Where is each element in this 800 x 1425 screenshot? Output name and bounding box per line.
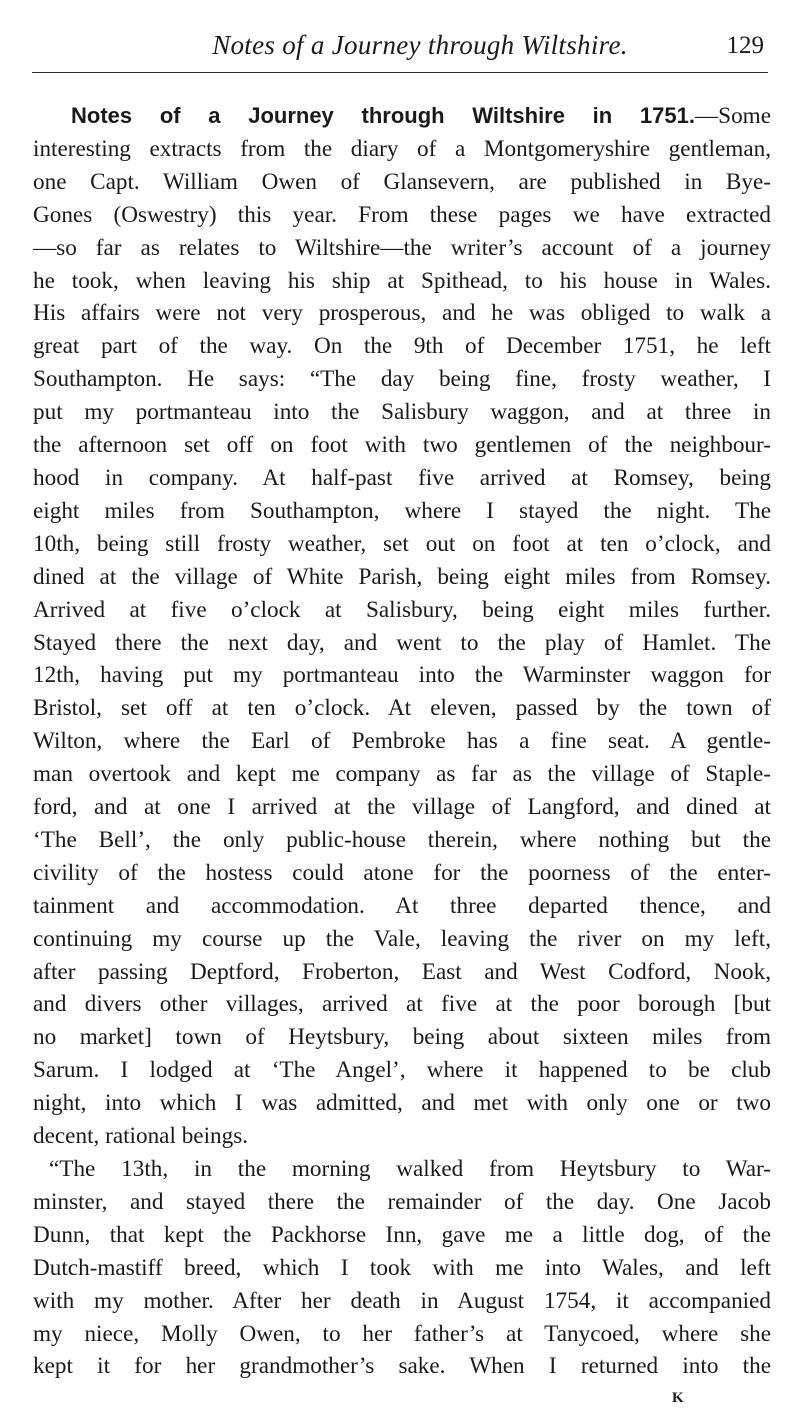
article-line: the afternoon set off on foot with two gentlemen of the neighbour- — [33, 432, 771, 459]
article-line: after passing Deptford, Froberton, East and West Codford, Nook, — [33, 958, 771, 985]
article-line: one Capt. William Owen of Glansevern, are published in Bye- — [33, 168, 771, 195]
article-line: Arrived at five o’clock at Salisbury, being eight miles further. — [33, 596, 771, 623]
article-line-text: —Some — [694, 103, 771, 129]
article-line: ford, and at one I arrived at the village of Langford, and dined at — [33, 794, 771, 821]
article-line: interesting extracts from the diary of a Montgomeryshire gentleman, — [33, 135, 771, 162]
article-line: Sarum. I lodged at ‘The Angel’, where it happened to be club — [33, 1057, 771, 1084]
page-number: 129 — [726, 32, 764, 59]
article-line: Dutch-mastiff breed, which I took with me into Wales, and left — [33, 1254, 771, 1281]
article-line: dined at the village of White Parish, being eight miles from Romsey. — [33, 563, 771, 590]
article-line: eight miles from Southampton, where I stayed the night. The — [33, 497, 771, 524]
article-line: man overtook and kept me company as far as the village of Staple- — [33, 761, 771, 788]
signature-mark: K — [672, 1390, 684, 1406]
article-line: no market] town of Heytsbury, being about sixteen miles from — [33, 1024, 771, 1051]
running-head — [32, 26, 768, 73]
article-line: Southampton. He says: “The day being fine, frosty weather, I — [33, 366, 771, 393]
article-line: continuing my course up the Vale, leaving the river on my left, — [33, 925, 771, 952]
article-line: Gones (Oswestry) this year. From these pages we have extracted — [33, 201, 771, 228]
article-line: he took, when leaving his ship at Spithead, to his house in Wales. — [33, 267, 771, 294]
article-body — [33, 100, 771, 1383]
article-line: with my mother. After her death in August 1754, it accompanied — [33, 1287, 771, 1314]
article-line: Stayed there the next day, and went to the play of Hamlet. The — [33, 629, 771, 656]
article-line: great part of the way. On the 9th of December 1751, he left — [33, 333, 771, 360]
article-line: —so far as relates to Wiltshire—the writer’s account of a journey — [33, 234, 771, 261]
article-line: Bristol, set off at ten o’clock. At eleven, passed by the town of — [33, 695, 771, 722]
article-line: Wilton, where the Earl of Pembroke has a fine seat. A gentle- — [33, 728, 771, 755]
running-title: Notes of a Journey through Wiltshire. — [212, 30, 628, 60]
article-line: minster, and stayed there the remainder of the day. One Jacob — [33, 1188, 771, 1215]
article-line: decent, rational beings. — [33, 1123, 249, 1150]
article-line: and divers other villages, arrived at five at the poor borough [but — [33, 991, 771, 1018]
article-line — [33, 100, 771, 133]
article-line: ‘The Bell’, the only public-house therein, where nothing but the — [33, 826, 771, 853]
article-line: hood in company. At half-past five arrived at Romsey, being — [33, 464, 771, 491]
article-line: “The 13th, in the morning walked from Heytsbury to War- — [49, 1156, 771, 1182]
article-line: 10th, being still frosty weather, set out on foot at ten o’clock, and — [33, 530, 771, 557]
article-line: put my portmanteau into the Salisbury waggon, and at three in — [33, 399, 771, 426]
article-line: His affairs were not very prosperous, and he was obliged to walk a — [33, 300, 771, 327]
article-line: tainment and accommodation. At three departed thence, and — [33, 892, 771, 919]
article-line: civility of the hostess could atone for the poorness of the enter- — [33, 859, 771, 886]
article-line: 12th, having put my portmanteau into the Warminster waggon for — [33, 662, 771, 689]
article-line: night, into which I was admitted, and met with only one or two — [33, 1090, 771, 1117]
article-heading: Notes of a Journey through Wiltshire in 1751. — [71, 103, 695, 128]
article-line: my niece, Molly Owen, to her father’s at Tanycoed, where she — [33, 1320, 771, 1347]
article-line: kept it for her grandmother’s sake. When I returned into the — [33, 1353, 771, 1380]
article-line: Dunn, that kept the Packhorse Inn, gave me a little dog, of the — [33, 1221, 771, 1248]
